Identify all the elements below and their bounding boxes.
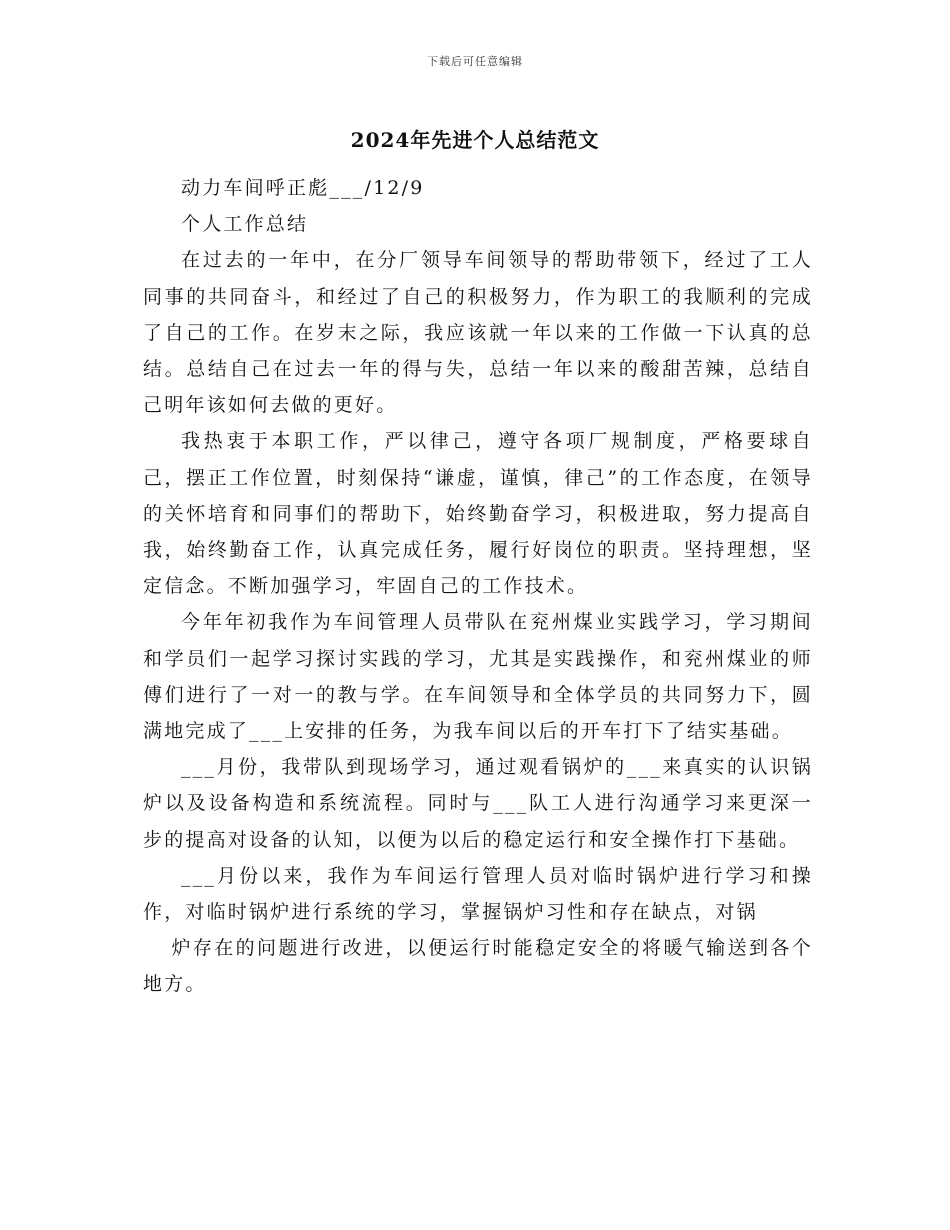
paragraph: 在过去的一年中，在分厂领导车间领导的帮助带领下，经过了工人同事的共同奋斗，和经过了自己的积极努力，作为职工的我顺利的完成了自己的工作。在岁末之际，我应该就一年以来的工作做一下认真的总结。总结自己在过去一年的得与失，总结一年以来的酸甜苦辣，总结自己明年该如何去做的更好。 xyxy=(143,249,813,417)
paragraph: 我热衷于本职工作，严以律己，遵守各项厂规制度，严格要球自己，摆正工作位置，时刻保持“谦虚，谨慎，律己”的工作态度，在领导的关怀培育和同事们的帮助下，始终勤奋学习，积极进取，努力提高自我，始终勤奋工作，认真完成任务，履行好岗位的职责。坚持理想，坚定信念。不断加强学习，牢固自己的工作技术。 xyxy=(143,430,813,598)
document-body xyxy=(143,170,813,1003)
document-title: 2024年先进个人总结范文 xyxy=(350,128,600,152)
paragraph-continuation: 炉存在的问题进行改进，以便运行时能稳定安全的将暖气输送到各个地方。 xyxy=(143,937,813,996)
author-date-line: 动力车间呼正彪___/12/9 xyxy=(181,177,425,199)
header-note: 下载后可任意编辑 xyxy=(427,55,523,68)
section-heading: 个人工作总结 xyxy=(181,213,309,236)
paragraph: 今年年初我作为车间管理人员带队在兖州煤业实践学习，学习期间和学员们一起学习探讨实践的学习，尤其是实践操作，和兖州煤业的师傅们进行了一对一的教与学。在车间领导和全体学员的共同努力下，圆满地完成了___上安排的任务，为我车间以后的开车打下了结实基础。 xyxy=(143,611,813,743)
paragraph: ___月份，我带队到现场学习，通过观看锅炉的___来真实的认识锅炉以及设备构造和系统流程。同时与___队工人进行沟通学习来更深一步的提高对设备的认知，以便为以后的稳定运行和安全操作打下基础。 xyxy=(143,756,813,851)
paragraph: ___月份以来，我作为车间运行管理人员对临时锅炉进行学习和操作，对临时锅炉进行系统的学习，掌握锅炉习性和存在缺点，对锅 xyxy=(143,864,813,924)
